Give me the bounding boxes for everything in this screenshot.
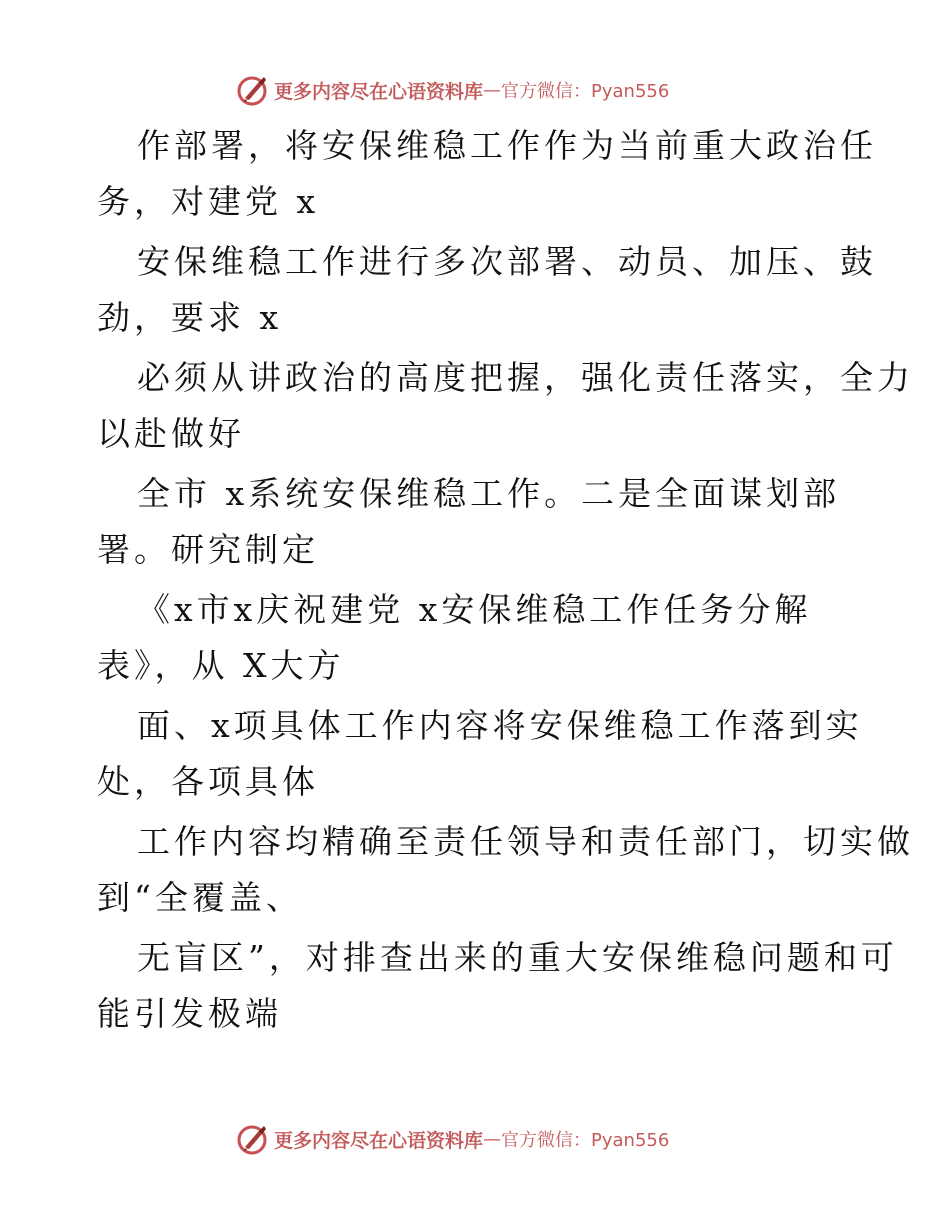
paragraph-line: 安保维稳工作进行多次部署、动员、加压、鼓 — [137, 242, 877, 281]
paragraph-line: 无盲区”，对排查出来的重大安保维稳问题和可 — [137, 938, 898, 977]
brush-logo-icon — [236, 73, 270, 107]
paragraph-line: 面、x项具体工作内容将安保维稳工作落到实 — [137, 706, 863, 745]
paragraph-line: 表》，从 X大方 — [97, 646, 345, 685]
watermark-dash: — — [483, 1128, 502, 1150]
watermark-wechat-text: 官方微信：Pyan556 — [501, 1130, 670, 1151]
paragraph-line: 署。研究制定 — [97, 530, 319, 569]
watermark-wechat-text: 官方微信：Pyan556 — [501, 81, 670, 102]
paragraph-line: 作部署，将安保维稳工作作为当前重大政治任 — [137, 126, 877, 165]
header-watermark — [236, 72, 669, 108]
paragraph-line: 全市 x系统安保维稳工作。二是全面谋划部 — [137, 474, 841, 513]
paragraph-line: 以赴做好 — [97, 414, 245, 453]
paragraph-line: 处，各项具体 — [97, 762, 319, 801]
paragraph-line: 到“全覆盖、 — [97, 878, 303, 917]
brush-logo-icon — [236, 1122, 270, 1156]
paragraph-line: 能引发极端 — [97, 994, 282, 1033]
document-body — [97, 118, 914, 1042]
paragraph-line: 务，对建党 x — [97, 182, 320, 221]
watermark-site-text: 更多内容尽在心语资料库 — [274, 80, 484, 103]
footer-watermark — [236, 1121, 669, 1157]
paragraph-line: 劲，要求 x — [97, 298, 283, 337]
paragraph-line: 《x市x庆祝建党 x安保维稳工作任务分解 — [137, 590, 812, 629]
watermark-dash: — — [483, 79, 502, 101]
watermark-site-text: 更多内容尽在心语资料库 — [274, 1129, 484, 1152]
paragraph-line: 必须从讲政治的高度把握，强化责任落实，全力 — [137, 358, 914, 397]
paragraph-line: 工作内容均精确至责任领导和责任部门，切实做 — [137, 822, 914, 861]
